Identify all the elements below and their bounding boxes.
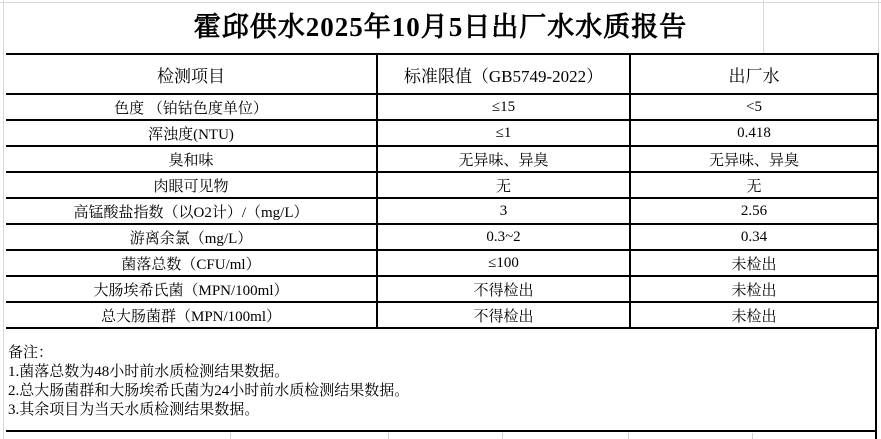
result-cell[interactable]: 未检出 [630,276,878,302]
header-row [6,54,878,94]
result-cell[interactable]: 0.34 [630,224,878,250]
table-row [6,276,878,302]
limit-cell[interactable]: 无 [377,172,630,198]
column-header-outflow[interactable]: 出厂水 [630,54,878,94]
report-table-body [6,94,878,328]
gridline [230,433,231,439]
limit-cell[interactable]: ≤15 [377,94,630,120]
limit-cell[interactable]: ≤1 [377,120,630,146]
limit-cell[interactable]: 不得检出 [377,276,630,302]
result-cell[interactable]: 2.56 [630,198,878,224]
report-table [6,53,879,329]
item-name-cell[interactable]: 菌落总数（CFU/ml） [6,250,377,276]
item-name-cell[interactable]: 肉眼可见物 [6,172,377,198]
right-border-line [875,327,877,439]
gridline [388,433,389,439]
limit-cell[interactable]: ≤100 [377,250,630,276]
note-line-3: 3.其余项目为当天水质检测结果数据。 [8,402,260,418]
gridline [0,2,881,3]
result-cell[interactable]: 未检出 [630,250,878,276]
item-name-cell[interactable]: 臭和味 [6,146,377,172]
table-row [6,146,878,172]
item-name-cell[interactable]: 高锰酸盐指数（以O2计）/（mg/L） [6,198,377,224]
note-line-1: 1.菌落总数为48小时前水质检测结果数据。 [8,364,290,380]
note-line-2: 2.总大肠菌群和大肠埃希氏菌为24小时前水质检测结果数据。 [8,383,410,399]
table-row [6,172,878,198]
item-name-cell[interactable]: 大肠埃希氏菌（MPN/100ml） [6,276,377,302]
table-row [6,94,878,120]
gridline [628,433,629,439]
table-row [6,224,878,250]
notes-block [8,344,868,420]
result-cell[interactable]: <5 [630,94,878,120]
table-row [6,120,878,146]
table-row [6,302,878,328]
result-cell[interactable]: 无 [630,172,878,198]
result-cell[interactable]: 无异味、异臭 [630,146,878,172]
column-header-limit[interactable]: 标准限值（GB5749-2022） [377,54,630,94]
bottom-border-line [6,430,877,432]
table-row [6,198,878,224]
limit-cell[interactable]: 3 [377,198,630,224]
result-cell[interactable]: 0.418 [630,120,878,146]
limit-cell[interactable]: 无异味、异臭 [377,146,630,172]
limit-cell[interactable]: 不得检出 [377,302,630,328]
limit-cell[interactable]: 0.3~2 [377,224,630,250]
gridline [752,433,753,439]
report-title: 霍邱供水2025年10月5日出厂水水质报告 [193,12,688,42]
item-name-cell[interactable]: 游离余氯（mg/L） [6,224,377,250]
item-name-cell[interactable]: 浑浊度(NTU) [6,120,377,146]
gridline [502,433,503,439]
column-header-item[interactable]: 检测项目 [6,54,377,94]
notes-label: 备注： [8,345,54,361]
table-row [6,250,878,276]
gridline [3,0,4,439]
result-cell[interactable]: 未检出 [630,302,878,328]
item-name-cell[interactable]: 色度 （铂钴色度单位） [6,94,377,120]
item-name-cell[interactable]: 总大肠菌群（MPN/100ml） [6,302,377,328]
